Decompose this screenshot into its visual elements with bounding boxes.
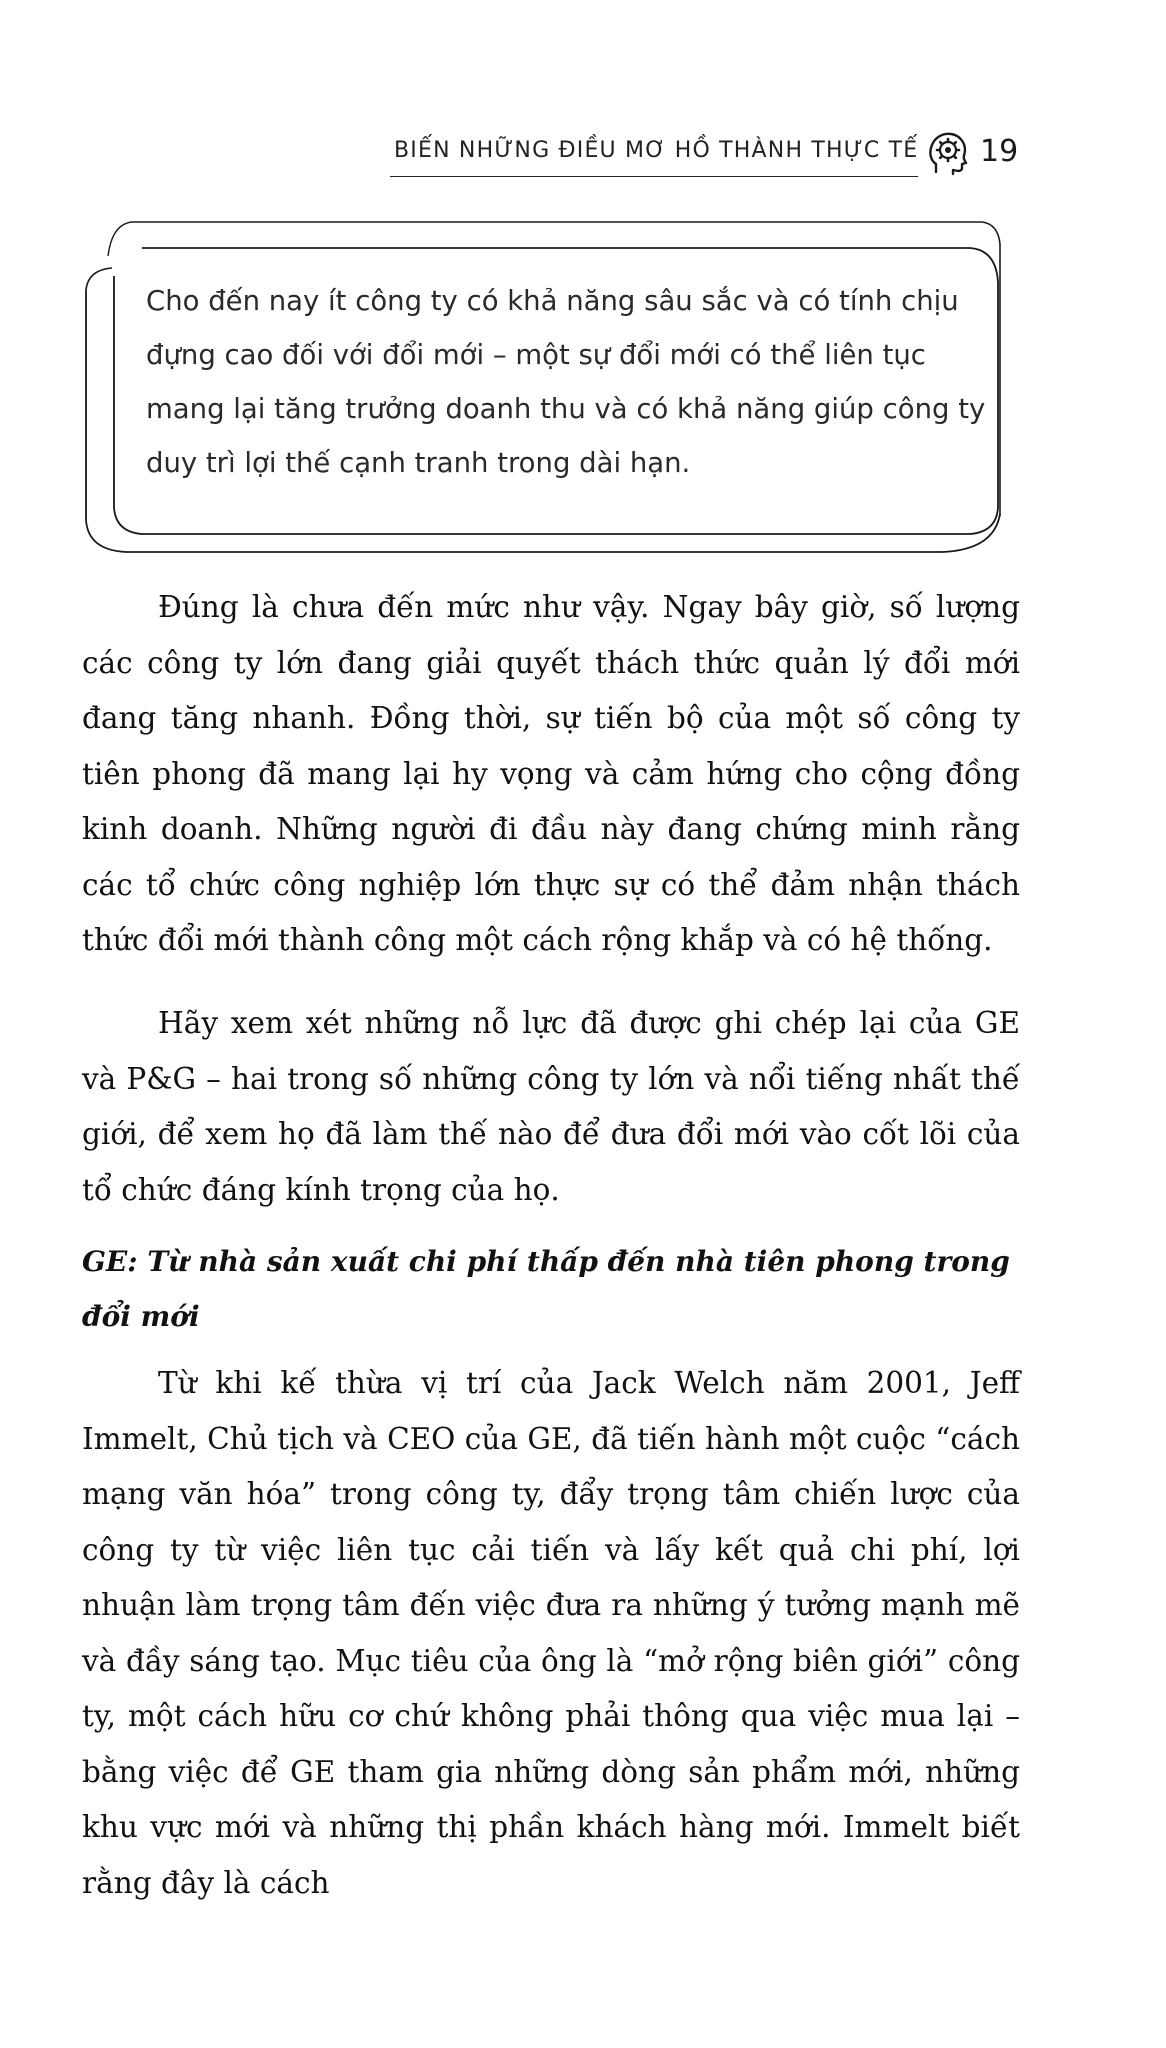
paragraph-2: Hãy xem xét những nỗ lực đã được ghi chép lại của GE và P&G – hai trong số những công ty lớn và nổi tiếng nhất thế giới, để xem họ đã làm thế nào để đưa đổi mới vào cốt lõi của tổ chức đáng kính trọng của họ. xyxy=(82,1006,1020,1207)
head-gear-icon xyxy=(926,128,968,178)
paragraph-3: Từ khi kế thừa vị trí của Jack Welch năm 2001, Jeff Immelt, Chủ tịch và CEO của GE, đã tiến hành một cuộc “cách mạng văn hóa” trong công ty, đẩy trọng tâm chiến lược của công ty từ việc liên tục cải tiến và lấy kết quả chi phí, lợi nhuận làm trọng tâm đến việc đưa ra những ý tưởng mạnh mẽ và đầy sáng tạo. Mục tiêu của ông là “mở rộng biên giới” công ty, một cách hữu cơ chứ không phải thông qua việc mua lại – bằng việc để GE tham gia những dòng sản phẩm mới, những khu vực mới và những thị phần khách hàng mới. Immelt biết rằng đây là cách xyxy=(82,1366,1020,1900)
running-header xyxy=(390,128,1030,178)
paragraph-1: Đúng là chưa đến mức như vậy. Ngay bây giờ, số lượng các công ty lớn đang giải quyết thách thức quản lý đổi mới đang tăng nhanh. Đồng thời, sự tiến bộ của một số công ty tiên phong đã mang lại hy vọng và cảm hứng cho cộng đồng kinh doanh. Những người đi đầu này đang chứng minh rằng các tổ chức công nghiệp lớn thực sự có thể đảm nhận thách thức đổi mới thành công một cách rộng khắp và có hệ thống. xyxy=(82,590,1020,957)
header-rule xyxy=(390,176,918,177)
running-title: BIẾN NHỮNG ĐIỀU MƠ HỒ THÀNH THỰC TẾ xyxy=(394,138,919,163)
page-number: 19 xyxy=(980,134,1019,169)
quote-text: Cho đến nay ít công ty có khả năng sâu sắc và có tính chịu đựng cao đối với đổi mới – một sự đổi mới có thể liên tục mang lại tăng trưởng doanh thu và có khả năng giúp công ty duy trì lợi thế cạnh tranh trong dài hạn. xyxy=(146,285,986,479)
quote-box xyxy=(82,216,1022,556)
section-subheading: GE: Từ nhà sản xuất chi phí thấp đến nhà tiên phong trong đổi mới xyxy=(82,1245,1010,1333)
